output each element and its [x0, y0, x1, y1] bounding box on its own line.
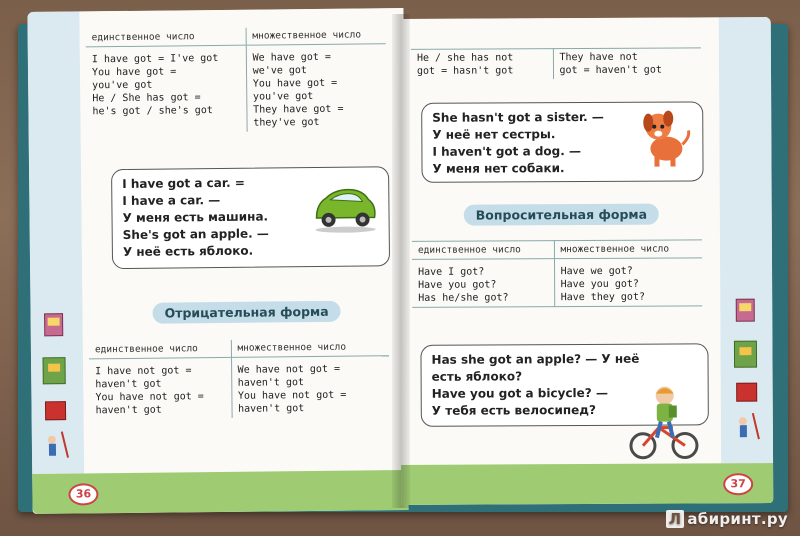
table-cell: Have I got?	[418, 266, 485, 278]
left-side-strip	[27, 11, 84, 474]
table-cell: we've got	[252, 65, 307, 77]
table-cell: They have not	[559, 51, 638, 64]
table-head-plural: множественное число	[554, 240, 702, 259]
right-text-column	[399, 17, 721, 465]
table-cell: got = hasn't got	[416, 65, 514, 77]
example-line: У меня нет собаки.	[432, 161, 565, 176]
question-line: Has she got an apple? — У неё	[431, 351, 640, 367]
right-top-grammar-table	[411, 47, 701, 80]
example-line: У неё есть яблоко.	[122, 243, 254, 259]
table-cell: We have not got =	[237, 363, 341, 376]
left-page	[27, 8, 408, 514]
table-cell: you've got	[252, 90, 314, 103]
example-line: I have got a car. =	[122, 175, 245, 191]
table-cell: you've got	[92, 79, 153, 92]
table-head-plural: множественное число	[231, 338, 389, 357]
table-cell: I have not got =	[95, 365, 192, 378]
table-cell: haven't got	[95, 404, 162, 417]
table-cell: Have they got?	[560, 291, 646, 304]
question-line: У тебя есть велосипед?	[431, 402, 596, 418]
example-line: I haven't got a dog. —	[432, 144, 582, 159]
right-side-strip	[719, 17, 773, 463]
table-cell: haven't got	[95, 378, 162, 391]
table-cell: You have not got =	[237, 389, 347, 402]
table-cell: He / she has not	[416, 52, 514, 64]
table-cell: haven't got	[237, 403, 305, 415]
dog-icon	[636, 106, 692, 168]
watermark	[666, 510, 788, 528]
example-line: У меня есть машина.	[122, 209, 269, 225]
table-cell: Has he/she got?	[418, 292, 509, 304]
table-cell: haven't got	[237, 377, 305, 389]
table-cell: We have got =	[252, 51, 331, 64]
right-page	[399, 17, 774, 505]
left-top-grammar-table	[86, 26, 387, 133]
table-cell: Have we got?	[560, 265, 633, 278]
left-negative-grammar-table	[89, 338, 390, 419]
table-cell: he's got / she's got	[92, 105, 213, 118]
car-icon	[310, 183, 381, 234]
table-cell: He / She has got =	[92, 92, 201, 105]
question-line: есть яблоко?	[431, 369, 523, 384]
table-cell: Have you got?	[418, 279, 497, 291]
right-example-box	[421, 101, 703, 182]
school-items-icon	[730, 297, 765, 447]
table-cell: Have you got?	[560, 278, 639, 291]
table-cell: They have got =	[253, 103, 344, 116]
table-cell: You have got =	[91, 66, 177, 79]
watermark-logo: Л	[666, 510, 685, 528]
watermark-text: абиринт.ру	[687, 510, 788, 528]
book-gutter	[392, 14, 410, 508]
question-line: Have you got a bicycle? —	[431, 385, 608, 401]
page-number-left: 36	[68, 483, 98, 505]
heading-negative-form: Отрицательная форма	[152, 301, 340, 324]
example-line: She hasn't got a sister. —	[432, 109, 604, 125]
table-cell: You have got =	[252, 77, 338, 90]
left-text-column	[79, 8, 408, 473]
table-head-singular: единственное число	[412, 241, 554, 260]
boy-on-bicycle-icon	[629, 383, 699, 461]
example-line: She's got an apple. —	[122, 226, 269, 242]
table-cell: I have got = I've got	[91, 52, 219, 66]
school-items-icon	[39, 312, 75, 462]
example-line: I have a car. —	[122, 192, 221, 208]
left-example-box	[111, 166, 390, 269]
table-cell: they've got	[253, 116, 320, 129]
table-head-plural: множественное число	[246, 26, 386, 45]
table-cell: You have not got =	[95, 391, 204, 404]
right-question-grammar-table	[412, 239, 702, 308]
right-bottom-band	[401, 463, 773, 505]
page-number-right: 37	[723, 473, 753, 495]
example-line: У неё нет сестры.	[432, 127, 556, 142]
table-cell: got = haven't got	[559, 64, 662, 77]
table-head-singular: единственное число	[89, 340, 231, 359]
table-head-singular: единственное число	[86, 28, 246, 47]
heading-question-form: Вопросительная форма	[464, 204, 659, 226]
